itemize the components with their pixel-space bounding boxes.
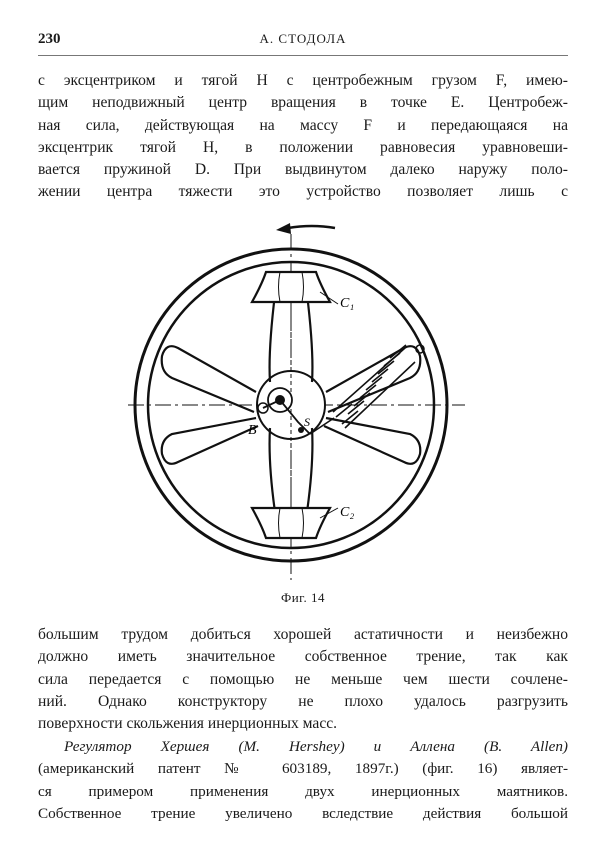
figure-14-governor-wheel [120, 212, 470, 582]
text-line: должно иметь значительное собственное трение, так как [38, 648, 568, 666]
label-c2: C₂ [340, 505, 355, 520]
wheel-drawing [120, 212, 470, 582]
label-c1: C₁ [340, 296, 355, 311]
arrow-head [276, 223, 291, 234]
text-line: эксцентрик тягой H, в положении равновесия уравновеши- [38, 138, 568, 156]
header-rule [38, 55, 568, 56]
paragraph-1 [38, 70, 568, 204]
text-line: (американский патент № 603189, 1897г.) (фиг. 16) являет- [38, 760, 568, 778]
running-head: А. СТОДОЛА [259, 31, 347, 46]
text-line: Собственное трение увеличено вследствие действия большой [38, 804, 568, 822]
text-line: вается пружиной D. При выдвинутом далеко наружу поло- [38, 161, 568, 179]
spring [310, 345, 424, 434]
page-header [38, 31, 568, 51]
text-line: жении центра тяжести это устройство позволяет лишь с [38, 183, 568, 201]
text-line: ний. Однако конструктору не плохо удалось разгрузить [38, 692, 568, 710]
text-line: Регулятор Хершея (M. Hershey) и Аллена (B. Allen) [64, 738, 568, 755]
text-line: ся примером применения двух инерционных маятников. [38, 782, 568, 800]
weight-c1 [252, 272, 330, 302]
page-number: 230 [38, 31, 61, 47]
paragraph-3 [38, 736, 568, 825]
text-line: ная сила, действующая на массу F и передающаяся на [38, 116, 568, 134]
weight-c2 [252, 508, 330, 538]
text-line: щим неподвижный центр вращения в точке E. Центробеж- [38, 94, 568, 112]
text-line: большим трудом добиться хорошей астатичности и неизбежно [38, 626, 568, 643]
text-line: поверхности скольжения инерционных масс. [38, 715, 338, 733]
paragraph-2 [38, 624, 568, 735]
label-b: B [248, 423, 257, 438]
text-line: сила передается с помощью не меньше чем шести сочлене- [38, 670, 568, 688]
rotation-arrow [288, 226, 335, 228]
label-s: S [304, 415, 310, 429]
text-line: с эксцентриком и тягой H с центробежным грузом F, имею- [38, 72, 568, 89]
figure-caption: Фиг. 14 [280, 590, 326, 605]
